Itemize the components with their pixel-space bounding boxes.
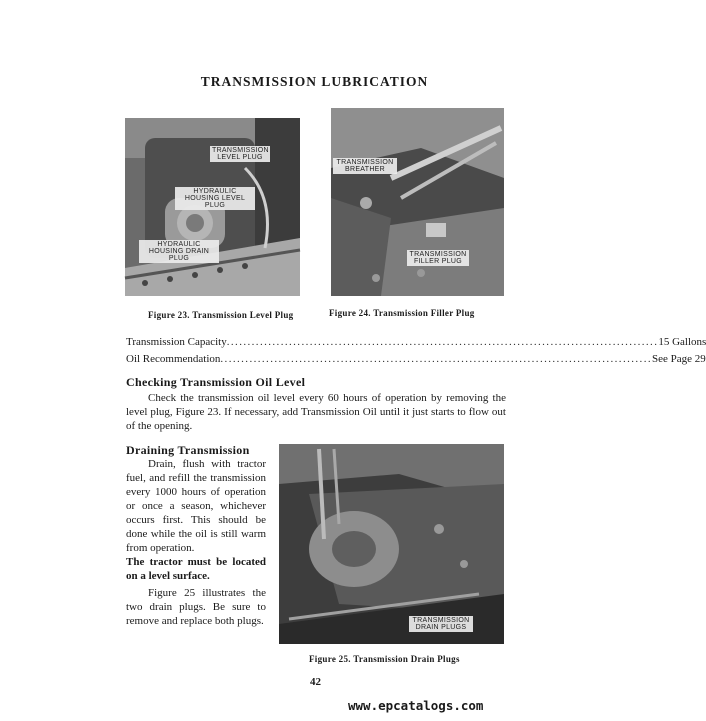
figure-25-caption: Figure 25. Transmission Drain Plugs [309, 654, 460, 664]
figure-23-photo [125, 118, 300, 296]
figure-24-photo [331, 108, 504, 296]
label-hydraulic-housing-level-plug: HYDRAULIC HOUSING LEVEL PLUG [175, 187, 255, 210]
figure-25-photo [279, 444, 504, 644]
checking-heading: Checking Transmission Oil Level [126, 375, 306, 389]
spec-row-oil [126, 353, 706, 365]
spec-value: See Page 29 [652, 353, 706, 365]
watermark-link[interactable]: www.epcatalogs.com [348, 698, 484, 713]
spec-value: 15 Gallons [658, 336, 706, 348]
draining-heading: Draining Transmission [126, 443, 250, 457]
spec-row-capacity [126, 336, 706, 348]
level-surface-warning: The tractor must be located on a level surface. [126, 556, 266, 582]
page-title: TRANSMISSION LUBRICATION [200, 74, 429, 89]
label-transmission-breather: TRANSMISSION BREATHER [333, 158, 397, 174]
spec-label: Transmission Capacity [126, 336, 227, 348]
draining-text-block [126, 457, 266, 628]
tractor-transmission-image [331, 108, 504, 296]
draining-paragraph: Drain, flush with tractor fuel, and refill the transmission every 1000 hours of operation or once a season, whichever occurs first. This should be done while the oil is still warm from operation. [126, 458, 266, 554]
spec-label: Oil Recommendation [126, 353, 221, 365]
figure-24-caption: Figure 24. Transmission Filler Plug [329, 308, 475, 318]
label-transmission-drain-plugs: TRANSMISSION DRAIN PLUGS [409, 616, 473, 632]
transmission-underside-image [279, 444, 504, 644]
label-transmission-level-plug: TRANSMISSION LEVEL PLUG [212, 147, 269, 161]
label-hydraulic-housing-drain-plug: HYDRAULIC HOUSING DRAIN PLUG [139, 240, 219, 263]
leader-dots: ........................................................................................................ [220, 353, 653, 365]
figure-23-caption: Figure 23. Transmission Level Plug [148, 310, 294, 320]
page-number: 42 [310, 676, 321, 688]
checking-paragraph: Check the transmission oil level every 60 hours of operation by removing the level plug, Figure 23. If necessary, add Transmission Oil until it just starts to flow out of the opening. [126, 392, 506, 432]
leader-dots: ........................................................................................................ [226, 336, 659, 348]
label-transmission-filler-plug: TRANSMISSION FILLER PLUG [407, 250, 469, 266]
drain-plugs-paragraph: Figure 25 illustrates the two drain plugs. Be sure to remove and replace both plugs. [126, 587, 266, 627]
